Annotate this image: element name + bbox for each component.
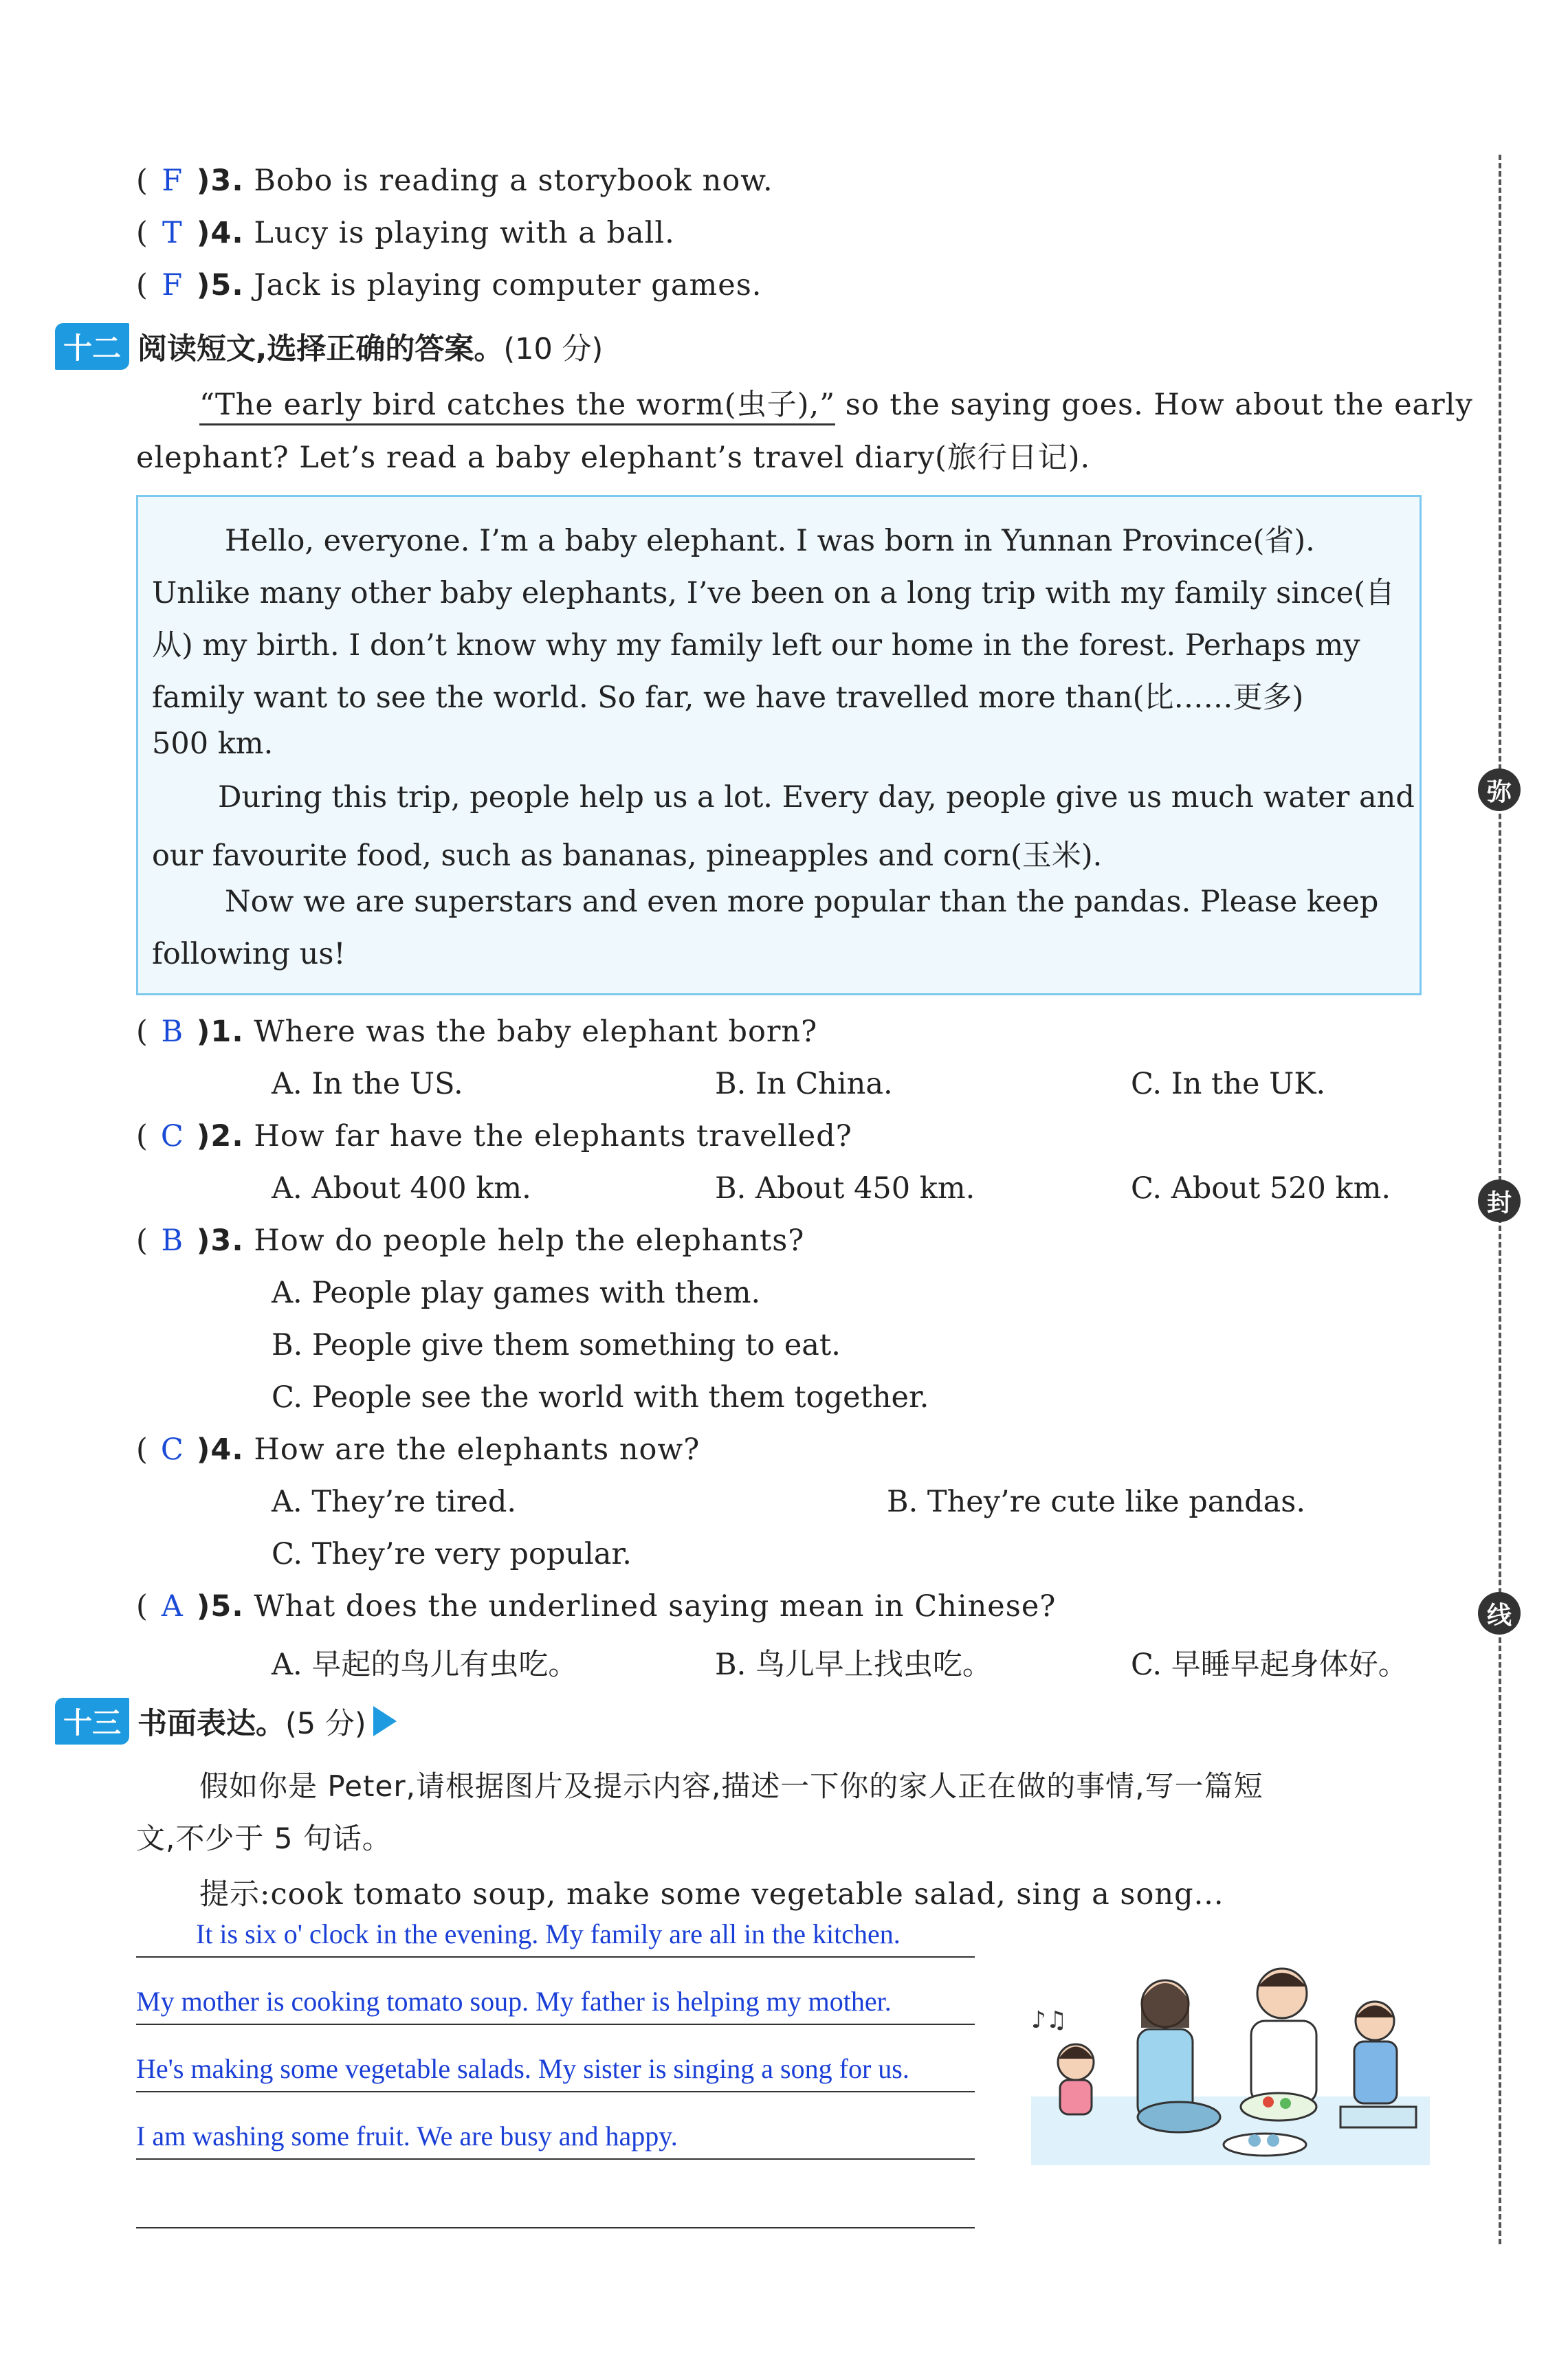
passage-line: family want to see the world. So far, we have travelled more than(比……更多) <box>152 680 1304 715</box>
question-5: ( A )5. What does the underlined saying mean in Chinese? <box>136 1589 1057 1624</box>
passage-line: Now we are superstars and even more popular than the pandas. Please keep <box>225 885 1379 919</box>
answer-mark: C <box>160 1432 184 1467</box>
prev-question-5: ( F )5. Jack is playing computer games. <box>136 268 762 302</box>
passage-line: During this trip, people help us a lot. Every day, people give us much water and <box>218 780 1415 815</box>
option-a: A. About 400 km. <box>272 1171 531 1206</box>
option-c: C. People see the world with them together. <box>272 1380 929 1415</box>
passage-line: following us! <box>152 937 346 971</box>
writing-answer-line: It is six o' clock in the evening. My family are all in the kitchen. <box>196 1918 901 1949</box>
option-b: B. 鸟儿早上找虫吃。 <box>715 1648 992 1682</box>
option-c: C. In the UK. <box>1131 1067 1326 1101</box>
question-1: ( B )1. Where was the baby elephant born? <box>136 1015 818 1049</box>
option-b: B. They’re cute like pandas. <box>887 1485 1305 1519</box>
option-b: B. In China. <box>715 1067 893 1101</box>
option-b: B. People give them something to eat. <box>272 1328 841 1362</box>
side-mark-mi: 弥 <box>1478 768 1521 811</box>
soup-pot <box>1138 2102 1220 2132</box>
boy-body <box>1354 2041 1397 2103</box>
intro-line-1: “The early bird catches the worm(虫子),” so the saying goes. How about the early <box>199 381 1473 423</box>
girl-body <box>1060 2080 1092 2114</box>
answer-mark: T <box>162 216 183 250</box>
passage-line: Hello, everyone. I’m a baby elephant. I was born in Yunnan Province(省). <box>225 524 1315 558</box>
underlined-saying: “The early bird catches the worm(虫子),” <box>199 388 835 425</box>
plate <box>1224 2134 1306 2156</box>
question-4: ( C )4. How are the elephants now? <box>136 1432 700 1467</box>
option-a: A. In the US. <box>272 1067 463 1101</box>
passage-line: our favourite food, such as bananas, pineapples and corn(玉米). <box>152 839 1103 873</box>
music-note-icon: ♪♫ <box>1031 2006 1068 2034</box>
writing-rule <box>136 2091 975 2092</box>
intro-line-2: elephant? Let’s read a baby elephant’s travel diary(旅行日记). <box>136 441 1091 475</box>
side-mark-xian: 线 <box>1478 1592 1521 1635</box>
option-a: A. People play games with them. <box>272 1276 761 1310</box>
passage-line: 从) my birth. I don’t know why my family left our home in the forest. Perhaps my <box>152 628 1360 663</box>
writing-rule <box>136 2024 975 2025</box>
writing-answer-line: He's making some vegetable salads. My sister is singing a song for us. <box>136 2053 909 2084</box>
prev-question-3: ( F )3. Bobo is reading a storybook now. <box>136 164 773 198</box>
writing-hint: 提示:cook tomato soup, make some vegetable salad, sing a song... <box>199 1877 1224 1912</box>
answer-mark: F <box>162 268 184 302</box>
father-shirt <box>1251 2021 1316 2103</box>
side-mark-feng: 封 <box>1478 1180 1521 1222</box>
section-score: (10 分) <box>503 331 604 366</box>
option-c: C. 早睡早起身体好。 <box>1131 1648 1408 1682</box>
option-a: A. 早起的鸟儿有虫吃。 <box>272 1648 578 1682</box>
answer-mark: F <box>162 164 184 198</box>
passage-line: 500 km. <box>152 727 274 761</box>
writing-answer-line: I am washing some fruit. We are busy and happy. <box>136 2121 678 2151</box>
section-badge: 十三 <box>55 1698 129 1745</box>
writing-prompt-line-2: 文,不少于 5 句话。 <box>136 1822 392 1855</box>
option-a: A. They’re tired. <box>272 1485 517 1519</box>
section-score: (5 分) <box>285 1706 366 1741</box>
section-title: 阅读短文,选择正确的答案。 <box>137 331 504 366</box>
writing-rule <box>136 1956 975 1958</box>
section-badge: 十二 <box>55 323 129 370</box>
section-12-header <box>55 323 603 370</box>
family-kitchen-illustration <box>1017 1945 1444 2172</box>
passage-line: Unlike many other baby elephants, I’ve been on a long trip with my family since(自 <box>152 576 1395 610</box>
option-c: C. They’re very popular. <box>272 1537 632 1571</box>
salad-bowl <box>1241 2093 1316 2121</box>
section-title: 书面表达。 <box>137 1706 286 1741</box>
play-icon[interactable] <box>373 1706 397 1736</box>
section-13-header <box>55 1698 397 1745</box>
prev-question-4: ( T )4. Lucy is playing with a ball. <box>136 216 675 250</box>
answer-mark: B <box>161 1015 184 1049</box>
answer-mark: C <box>160 1119 184 1153</box>
question-3: ( B )3. How do people help the elephants? <box>136 1224 805 1258</box>
sink <box>1340 2107 1416 2127</box>
answer-mark: B <box>161 1224 184 1258</box>
writing-answer-line: My mother is cooking tomato soup. My father is helping my mother. <box>136 1986 892 2017</box>
writing-rule-empty <box>136 2227 975 2228</box>
option-b: B. About 450 km. <box>715 1171 975 1206</box>
writing-prompt-line-1: 假如你是 Peter,请根据图片及提示内容,描述一下你的家人正在做的事情,写一篇短 <box>199 1769 1263 1803</box>
reading-passage <box>136 495 1422 995</box>
writing-rule <box>136 2158 975 2160</box>
question-2: ( C )2. How far have the elephants travelled? <box>136 1119 852 1153</box>
option-c: C. About 520 km. <box>1131 1171 1391 1206</box>
answer-mark: A <box>161 1589 184 1624</box>
